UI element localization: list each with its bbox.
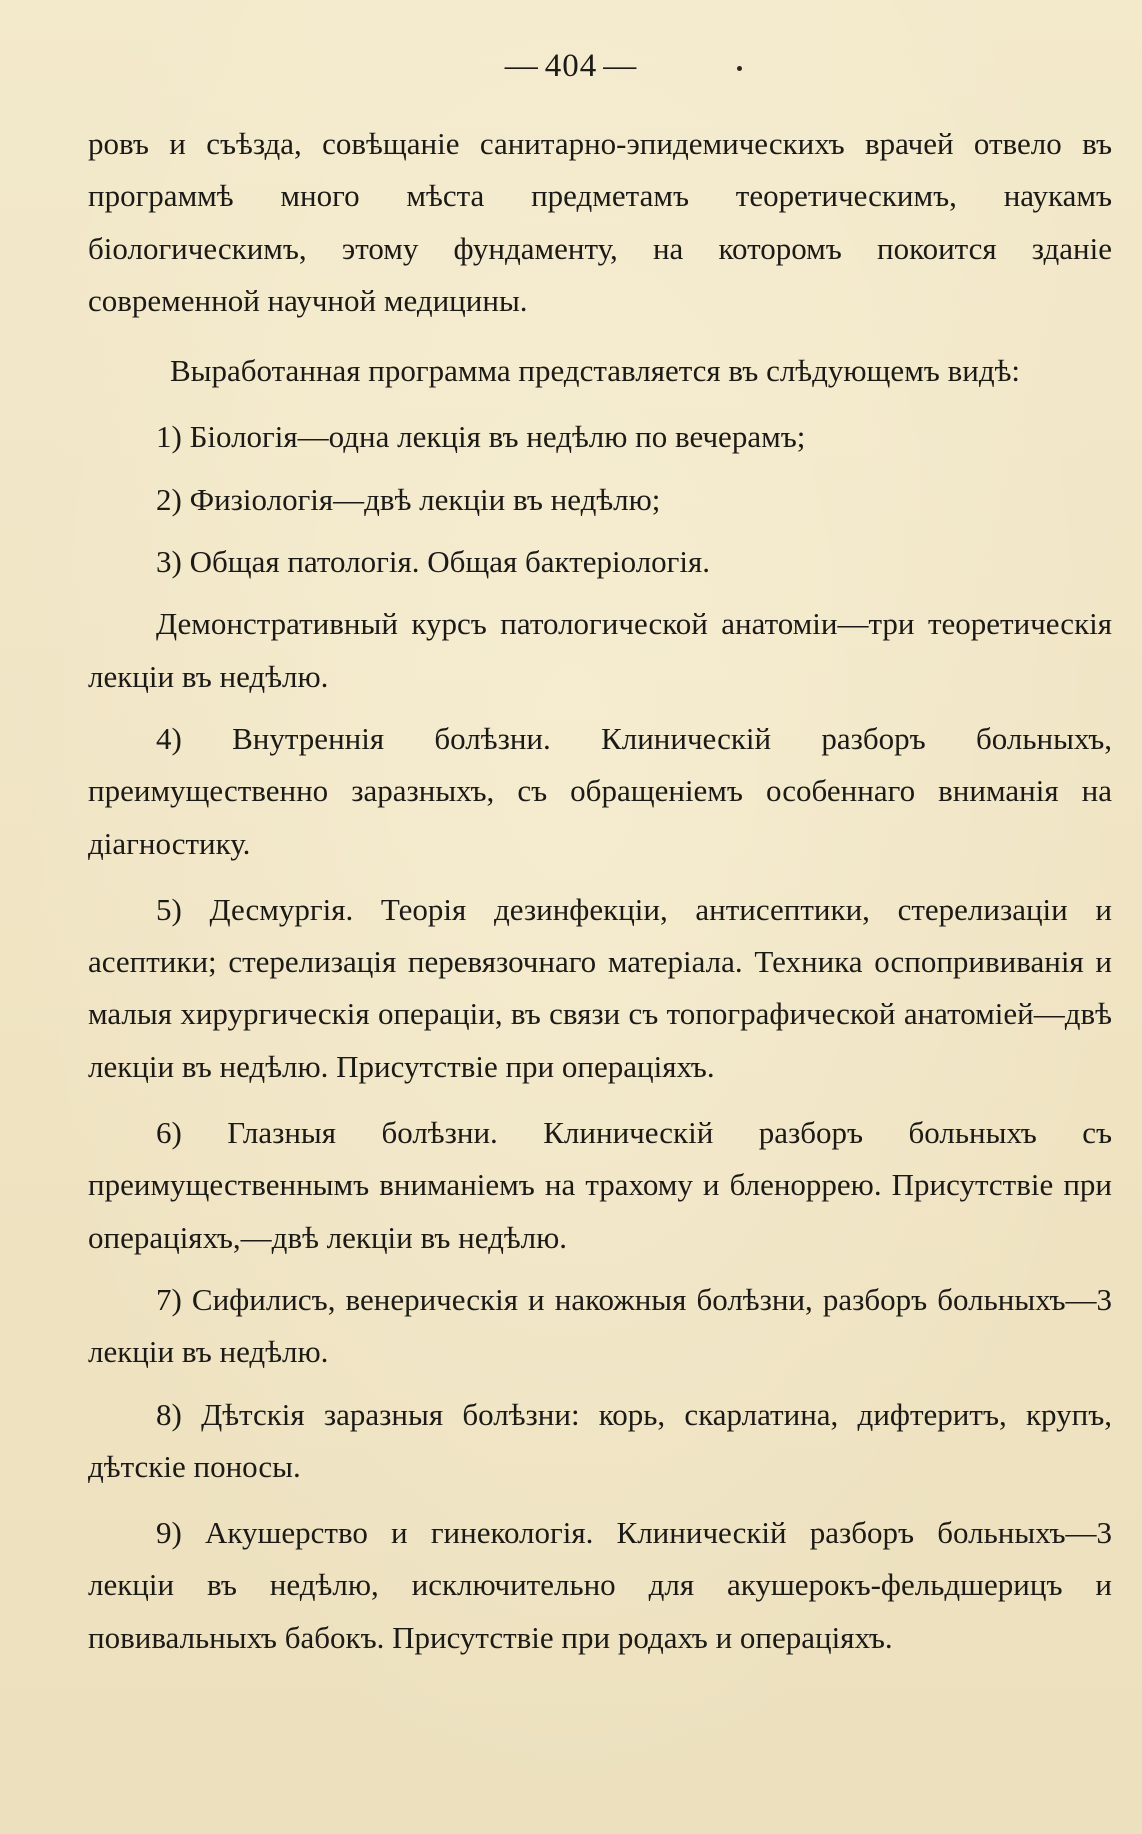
list-item-6: 6) Глазныя болѣзни. Клиническій разборъ больныхъ съ преимущественнымъ вниманіемъ на трахому и бленоррею. Присутствіе при операціяхъ,—двѣ лекціи въ недѣлю. (88, 1115, 1112, 1255)
page-number (0, 48, 1142, 85)
list-item-7: 7) Сифилисъ, венерическія и накожныя болѣзни, разборъ больныхъ—3 лекціи въ недѣлю. (88, 1281, 1112, 1370)
list-item-1: 1) Біологія—одна лекція въ недѣлю по вечерамъ; (156, 419, 806, 455)
list-item-9: 9) Акушерство и гинекологія. Клиническій разборъ больныхъ—3 лекціи въ недѣлю, исключительно для акушерокъ-фельдшерицъ и повивальныхъ бабокъ. Присутствіе при родахъ и операціяхъ. (88, 1515, 1112, 1655)
list-item-4: 4) Внутреннія болѣзни. Клиническій разборъ больныхъ, преимущественно заразныхъ, съ обращеніемъ особеннаго вниманія на діагностику. (88, 720, 1112, 861)
list-item-5: 5) Десмургія. Теорія дезинфекціи, антисептики, стерелизаціи и асептики; стерелизація перевязочнаго матеріала. Техника оспопрививанія и малыя хирургическія операціи, въ связи съ топографической анатоміей—двѣ лекціи въ недѣлю. Присутствіе при операціяхъ. (88, 891, 1112, 1084)
page-number-value: 404 (544, 48, 598, 84)
paragraph-demonstrative-course: Демонстративный курсъ патологической анатоміи—три теоретическія лекціи въ недѣлю. (88, 606, 1112, 694)
list-item-8: 8) Дѣтскія заразныя болѣзни: корь, скарлатина, дифтеритъ, крупъ, дѣтскіе поносы. (88, 1396, 1112, 1484)
paragraph-program-intro: Выработанная программа представляется въ слѣдующемъ видѣ: (170, 353, 1021, 389)
page-number-dash-left: — (504, 48, 539, 84)
list-item-2: 2) Физіологія—двѣ лекціи въ недѣлю; (156, 481, 661, 517)
paragraph-continuation: ровъ и съѣзда, совѣщаніе санитарно-эпидемическихъ врачей отвело въ программѣ много мѣста предметамъ теоретическимъ, наукамъ біологическимъ, этому фундаменту, на которомъ покоится зданіе современной научной медицины. (88, 126, 1112, 318)
print-dot-mark (737, 66, 742, 71)
body-text (88, 118, 1112, 1664)
list-item-3: 3) Общая патологія. Общая бактеріологія. (156, 544, 711, 580)
page-number-dash-right: — (603, 48, 638, 84)
